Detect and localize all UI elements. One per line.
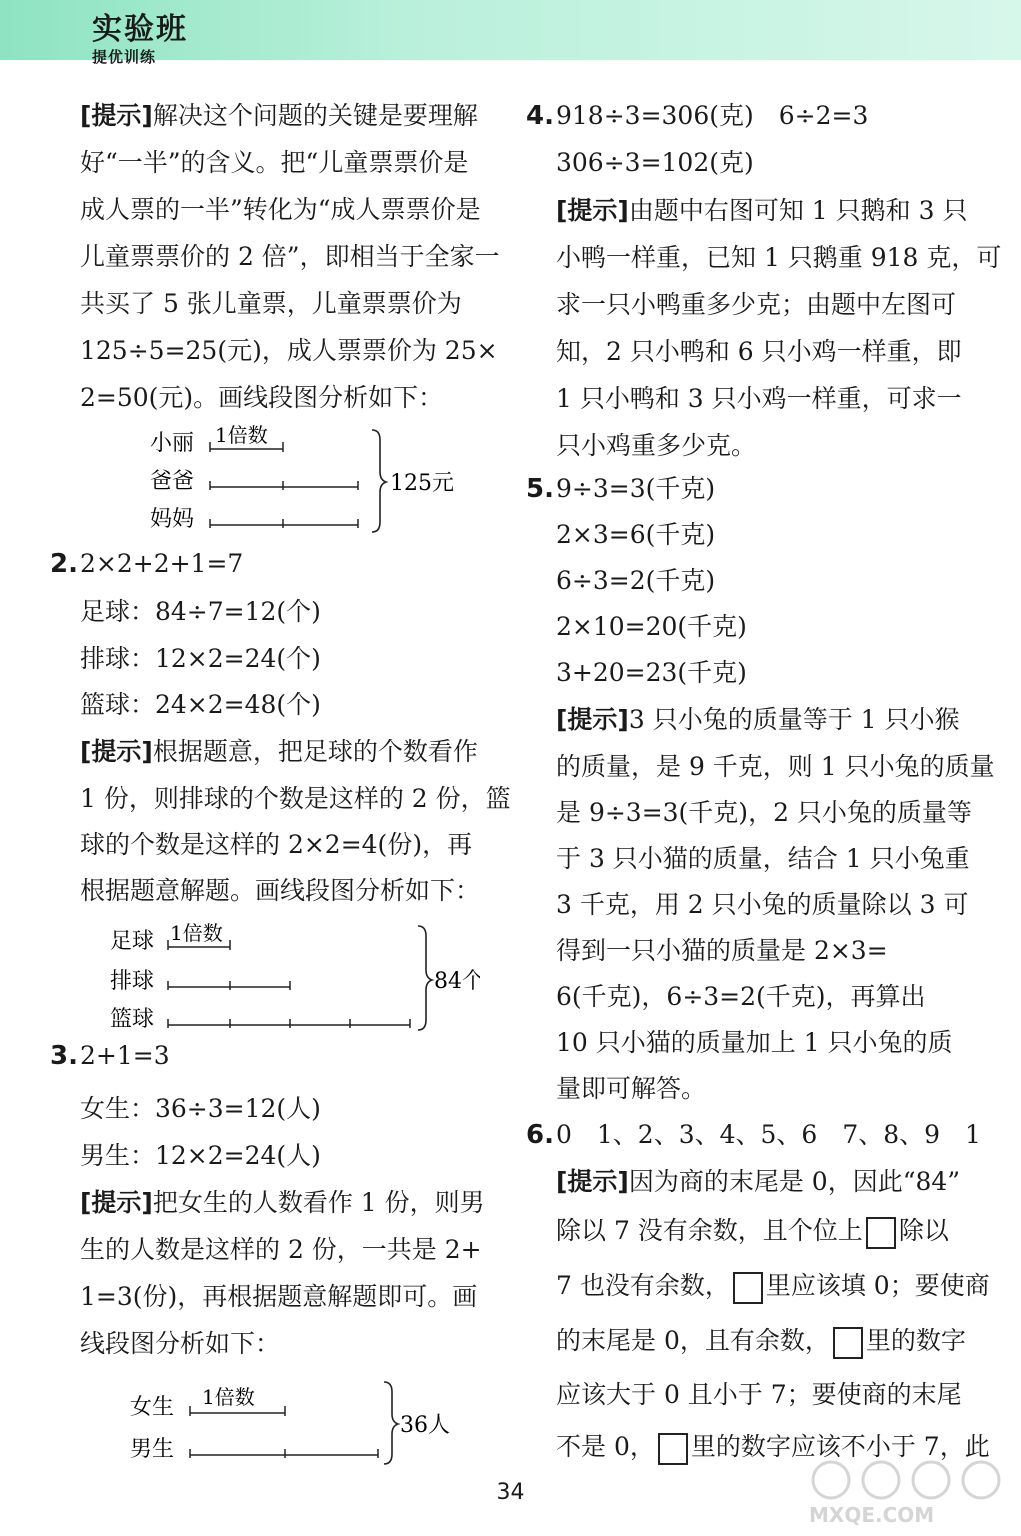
tip-line: [提示]3 只小兔的质量等于 1 只小猴 [556, 705, 960, 734]
total-label: 125元 [390, 471, 454, 496]
tip-line: 只小鸡重多少克。 [556, 431, 757, 460]
answer-line: 3. 2+1=3 [50, 1041, 170, 1071]
unit-label: 1倍数 [215, 423, 268, 447]
tip-line: 除以 7 没有余数，且个位上 除以 [556, 1216, 949, 1249]
row-label: 足球 [110, 929, 155, 954]
answer-line: 6÷3=2(千克) [556, 566, 716, 595]
tip-line: 小鸭一样重，已知 1 只鹅重 918 克，可 [556, 243, 1002, 272]
tip-line: 125÷5=25(元)，成人票票价为 25× [80, 336, 498, 365]
blank-box [866, 1217, 896, 1249]
row-label: 爸爸 [150, 469, 195, 494]
tip-line: 不是 0， 里的数字应该不小于 7，此 [556, 1432, 990, 1465]
tip-line: 于 3 只小猫的质量，结合 1 只小兔重 [556, 844, 970, 873]
row-label: 男生 [130, 1437, 175, 1462]
brand-subtitle: 提优训练 [92, 48, 157, 66]
tip-line: [提示]由题中右图可知 1 只鹅和 3 只 [556, 196, 968, 225]
row-label: 妈妈 [150, 507, 195, 532]
tip-line: 是 9÷3=3(千克)，2 只小兔的质量等 [556, 798, 972, 827]
tip-line: 7 也没有余数， 里应该填 0；要使商 [556, 1271, 990, 1304]
answer-line: 排球：12×2=24(个) [80, 644, 321, 673]
answer-line: 篮球：24×2=48(个) [80, 690, 321, 719]
blank-box [658, 1433, 688, 1465]
tip-line: [提示]把女生的人数看作 1 份，则男 [80, 1188, 485, 1217]
tip-line: 量即可解答。 [556, 1074, 707, 1103]
blank-box [833, 1327, 863, 1359]
answer-line: 2×10=20(千克) [556, 612, 747, 641]
tip-line: 根据题意解题。画线段图分析如下： [80, 876, 481, 905]
answer-line: 2. 2×2+2+1=7 [50, 549, 244, 579]
total-label: 36人 [400, 1413, 450, 1438]
answer-line: 4. 918÷3=306(克) 6÷2=3 [526, 101, 869, 131]
tip-line: 成人票的一半”转化为“成人票票价是 [80, 195, 481, 224]
answer-line: 3+20=23(千克) [556, 658, 747, 687]
row-label: 小丽 [150, 431, 195, 456]
watermark-logo [801, 1458, 1011, 1528]
tip-line: [提示]因为商的末尾是 0，因此“84” [556, 1167, 961, 1196]
tip-line: 应该大于 0 且小于 7；要使商的末尾 [556, 1380, 962, 1409]
tip-line: 10 只小猫的质量加上 1 只小兔的质 [556, 1028, 953, 1057]
answer-line: 足球：84÷7=12(个) [80, 597, 321, 626]
unit-label: 1倍数 [170, 921, 223, 945]
tip-line: 的质量，是 9 千克，则 1 只小兔的质量 [556, 752, 995, 781]
segment-diagram-1 [140, 422, 480, 542]
answer-line: 女生：36÷3=12(人) [80, 1094, 321, 1123]
brand-title: 实验班 [92, 12, 188, 47]
tip-line: [提示]解决这个问题的关键是要理解 [80, 101, 478, 130]
answer-line: 男生：12×2=24(人) [80, 1141, 321, 1170]
tip-line: 1 只小鸭和 3 只小鸡一样重，可求一 [556, 384, 962, 413]
tip-line: 1=3(份)，再根据题意解题即可。画 [80, 1282, 478, 1311]
tip-line: 1 份，则排球的个数是这样的 2 份，篮 [80, 784, 511, 813]
tip-line: 3 千克，用 2 只小兔的质量除以 3 可 [556, 890, 969, 919]
tip-line: 的末尾是 0，且有余数， 里的数字 [556, 1326, 966, 1359]
row-label: 女生 [130, 1395, 175, 1420]
tip-line: 儿童票票价的 2 倍”，即相当于全家一 [80, 242, 500, 271]
answer-line: 306÷3=102(克) [556, 148, 754, 177]
tip-line: 求一只小鸭重多少克；由题中左图可 [556, 290, 957, 319]
page-number: 34 [496, 1480, 525, 1505]
segment-diagram-2 [100, 916, 480, 1038]
row-label: 篮球 [110, 1007, 155, 1032]
segment-diagram-3 [120, 1376, 500, 1472]
tip-line: 6(千克)，6÷3=2(千克)，再算出 [556, 982, 926, 1011]
watermark-text: MXQE.COM [809, 1503, 935, 1527]
total-label: 84个 [434, 969, 480, 994]
answer-line: 6. 0 1、2、3、4、5、6 7、8、9 1 [526, 1120, 981, 1150]
tip-line: 2=50(元)。画线段图分析如下： [80, 383, 444, 412]
tip-line: 生的人数是这样的 2 份，一共是 2+ [80, 1235, 482, 1264]
row-label: 排球 [110, 969, 155, 994]
tip-line: 线段图分析如下： [80, 1329, 281, 1358]
blank-box [733, 1272, 763, 1304]
answer-line: 5. 9÷3=3(千克) [526, 474, 716, 504]
tip-line: 共买了 5 张儿童票，儿童票票价为 [80, 289, 462, 318]
tip-line: 得到一只小猫的质量是 2×3= [556, 936, 888, 965]
tip-line: 知，2 只小鸭和 6 只小鸡一样重，即 [556, 337, 962, 366]
answer-line: 2×3=6(千克) [556, 520, 716, 549]
brand-logo [92, 14, 188, 66]
tip-line: 好“一半”的含义。把“儿童票票价是 [80, 148, 469, 177]
tip-line: 球的个数是这样的 2×2=4(份)，再 [80, 830, 473, 859]
tip-line: [提示]根据题意，把足球的个数看作 [80, 737, 478, 766]
unit-label: 1倍数 [202, 1385, 255, 1409]
